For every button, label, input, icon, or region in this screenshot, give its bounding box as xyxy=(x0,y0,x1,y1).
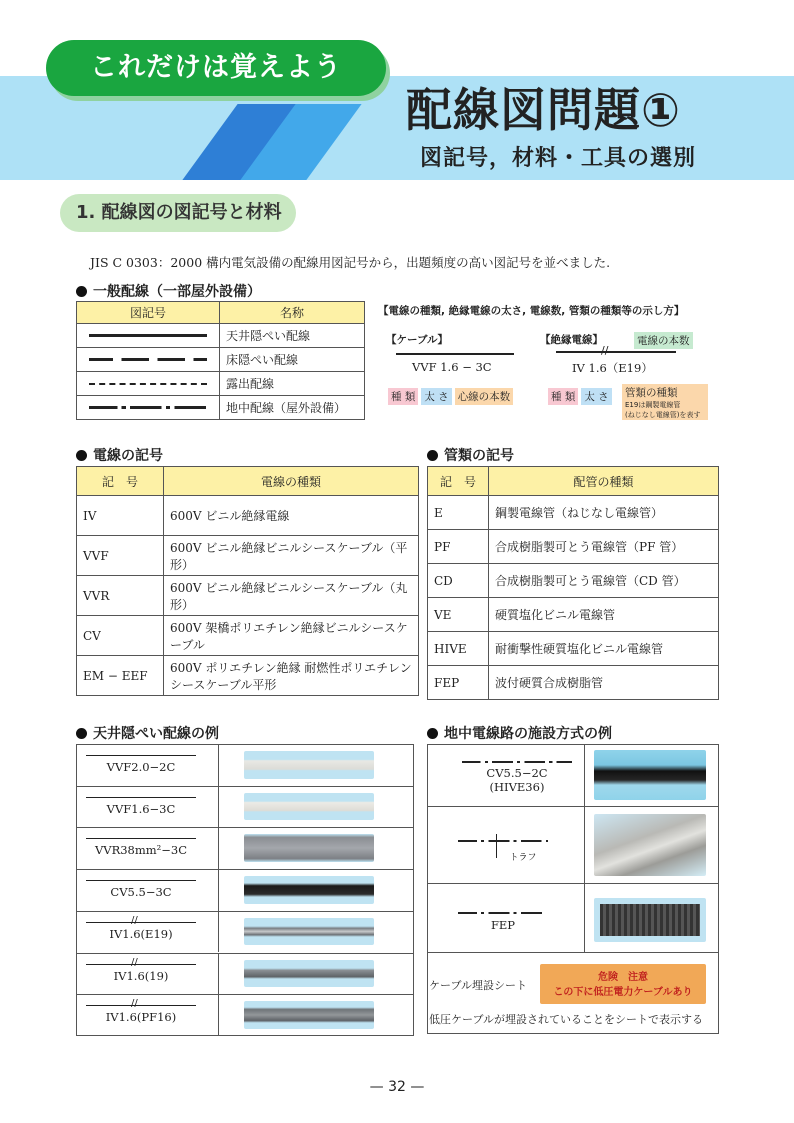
cable-photo xyxy=(244,751,374,779)
general-heading-text: 一般配線（一部屋外設備） xyxy=(93,284,261,300)
notation-heading: 【電線の種類, 絶縁電線の太さ, 電線数, 管類の種類等の示し方】 xyxy=(378,305,685,317)
wire-sym: VVR xyxy=(77,576,164,616)
symbol-underground xyxy=(77,396,220,420)
cable-label: 【ケーブル】 xyxy=(386,334,449,346)
divider xyxy=(427,952,719,953)
ceiling-heading xyxy=(76,723,219,743)
name-ceiling: 天井隠ぺい配線 xyxy=(220,324,365,348)
conduit-type: 合成樹脂製可とう電線管（CD 管） xyxy=(489,564,719,598)
slash-icon: // xyxy=(131,998,138,1010)
section-title: 1. 配線図の図記号と材料 xyxy=(76,202,282,223)
divider xyxy=(584,744,585,952)
divider xyxy=(218,994,219,1036)
conduit-type: 合成樹脂製可とう電線管（PF 管） xyxy=(489,530,719,564)
wire-line xyxy=(556,351,676,353)
symbol-exposed xyxy=(77,372,220,396)
conduit-sym: PF xyxy=(428,530,489,564)
conduit-type: 硬質塩化ビニル電線管 xyxy=(489,598,719,632)
underground-line xyxy=(458,912,546,914)
trough-photo xyxy=(594,814,706,876)
wires-heading-text: 電線の記号 xyxy=(93,448,163,464)
divider xyxy=(76,911,414,912)
conduit-sym: VE xyxy=(428,598,489,632)
sheet-text1: 危険 注意 xyxy=(598,972,648,983)
cable-example: VVF 1.6 − 3C xyxy=(412,360,492,374)
wire-sym: VVF xyxy=(77,536,164,576)
conduit-type: 耐衝撃性硬質塩化ビニル電線管 xyxy=(489,632,719,666)
ceiling-row-label: IV1.6(E19) xyxy=(109,926,173,941)
wire-label: 【絶縁電線】 xyxy=(540,334,603,346)
cable-spec: CV5.5−2C xyxy=(486,766,548,780)
sheet-text2: この下に低圧電力ケーブルあり xyxy=(553,987,693,998)
wiring-line xyxy=(86,797,196,798)
cable-photo xyxy=(594,750,706,800)
conduit-tag xyxy=(622,384,708,420)
divider xyxy=(218,786,219,828)
conduits-heading xyxy=(427,445,514,465)
ceiling-row-label: VVF2.0−2C xyxy=(106,760,176,774)
symbol-floor xyxy=(77,348,220,372)
wire-example: IV 1.6（E19） xyxy=(572,361,653,375)
divider xyxy=(218,869,219,911)
ceiling-row-label: VVF1.6−3C xyxy=(106,801,176,816)
page-subtitle: 図記号，材料・工具の選別 xyxy=(420,146,697,171)
divider xyxy=(218,953,219,995)
conduit-sym: E xyxy=(428,496,489,530)
cable-photo xyxy=(244,793,374,821)
bullet-icon xyxy=(76,286,87,297)
symbol-ceiling xyxy=(77,324,220,348)
wire-sym: IV xyxy=(77,496,164,536)
wires-table xyxy=(76,466,419,696)
wire-type: 600V ビニル絶縁電線 xyxy=(164,496,419,536)
pill-text: これだけは覚えよう xyxy=(90,52,342,83)
bullet-icon xyxy=(76,450,87,461)
general-heading xyxy=(76,281,261,301)
name-exposed: 露出配線 xyxy=(220,372,365,396)
divider xyxy=(76,827,414,828)
col-name: 名称 xyxy=(220,302,365,324)
conduit-type: 波付硬質合成樹脂管 xyxy=(489,666,719,700)
section-tab xyxy=(60,194,296,232)
conduits-table xyxy=(427,466,719,700)
ceiling-row-label: VVR38mm²−3C xyxy=(94,843,188,858)
ceiling-row-label: IV1.6(19) xyxy=(113,968,169,983)
divider xyxy=(76,786,414,787)
sheet-photo xyxy=(540,964,706,1004)
tag-kind: 種 類 xyxy=(388,388,418,405)
wire-sym: EM − EEF xyxy=(77,656,164,696)
wires-heading xyxy=(76,445,163,465)
trough-label: トラフ xyxy=(509,853,537,863)
bullet-icon xyxy=(76,728,87,739)
cable-photo xyxy=(244,876,374,904)
conduit-tag-title: 管類の種類 xyxy=(625,387,678,399)
fep-photo xyxy=(594,898,706,942)
wiring-line xyxy=(86,880,196,881)
sheet-label: ケーブル埋設シート xyxy=(429,979,528,992)
col-sym: 記 号 xyxy=(77,467,164,496)
cable-line xyxy=(396,353,514,355)
divider xyxy=(76,994,414,995)
underground-heading xyxy=(427,723,612,743)
divider xyxy=(218,911,219,953)
cable-photo xyxy=(244,834,374,862)
wiring-line xyxy=(86,1005,196,1006)
wiring-line xyxy=(86,755,196,756)
wire-count-tag: 電線の本数 xyxy=(634,332,693,349)
cable-photo xyxy=(244,960,374,988)
cable-photo xyxy=(244,1001,374,1029)
underground-line xyxy=(462,761,572,763)
col-symbol: 図記号 xyxy=(77,302,220,324)
wire-type: 600V 架橋ポリエチレン絶縁ビニルシースケーブル xyxy=(164,616,419,656)
name-underground: 地中配線（屋外設備） xyxy=(220,396,365,420)
underground-heading-text: 地中電線路の施設方式の例 xyxy=(444,726,612,742)
divider xyxy=(76,869,414,870)
wire-sym: CV xyxy=(77,616,164,656)
bullet-icon xyxy=(427,728,438,739)
cable-photo xyxy=(244,918,374,946)
conduit-sym: CD xyxy=(428,564,489,598)
conduit-type: 鋼製電線管（ねじなし電線管） xyxy=(489,496,719,530)
bullet-icon xyxy=(427,450,438,461)
conduit-sym: HIVE xyxy=(428,632,489,666)
divider xyxy=(76,953,414,954)
page-number: — 32 — xyxy=(369,1079,425,1095)
cable-conduit: (HIVE36) xyxy=(489,780,545,794)
wire-tags xyxy=(548,385,615,405)
tag-cores: 心線の本数 xyxy=(455,388,514,405)
wiring-line xyxy=(86,838,196,839)
slash-icon: // xyxy=(131,914,138,926)
wire-type: 600V ビニル絶縁ビニルシースケーブル（平形） xyxy=(164,536,419,576)
ceiling-heading-text: 天井隠ぺい配線の例 xyxy=(93,726,219,742)
cable-tags xyxy=(388,385,516,405)
slash-icon: // xyxy=(601,344,609,357)
conduit-note2: (ねじなし電線管)を表す xyxy=(625,411,701,419)
ceiling-row-label: IV1.6(PF16) xyxy=(105,1010,177,1025)
intro-text: JIS C 0303：2000 構内電気設備の配線用図記号から，出題頻度の高い図記号を並べました. xyxy=(90,255,611,270)
trough-marker xyxy=(496,834,505,858)
divider xyxy=(218,744,219,786)
col-type: 電線の種類 xyxy=(164,467,419,496)
wiring-line xyxy=(86,922,196,923)
sheet-desc: 低圧ケーブルが埋設されていることをシートで表示する xyxy=(429,1013,704,1026)
conduit-sym: FEP xyxy=(428,666,489,700)
col-sym: 記 号 xyxy=(428,467,489,496)
name-floor: 床隠ぺい配線 xyxy=(220,348,365,372)
tag-kind: 種 類 xyxy=(548,388,578,405)
divider xyxy=(427,806,719,807)
page-title: 配線図問題① xyxy=(406,83,681,137)
header-pill xyxy=(46,40,386,96)
conduit-note1: E19は鋼製電線管 xyxy=(625,401,681,409)
divider xyxy=(218,827,219,869)
conduits-heading-text: 管類の記号 xyxy=(444,448,514,464)
ceiling-row-label: CV5.5−3C xyxy=(110,885,172,900)
col-type: 配管の種類 xyxy=(489,467,719,496)
wiring-line xyxy=(86,964,196,965)
slash-icon: // xyxy=(131,956,138,968)
wire-type: 600V ポリエチレン絶縁 耐燃性ポリエチレンシースケーブル平形 xyxy=(164,656,419,696)
general-table xyxy=(76,301,365,420)
wire-type: 600V ビニル絶縁ビニルシースケーブル（丸形） xyxy=(164,576,419,616)
divider xyxy=(427,883,719,884)
tag-size: 太 さ xyxy=(421,388,451,405)
fep-label: FEP xyxy=(490,918,516,932)
tag-size: 太 さ xyxy=(581,388,611,405)
